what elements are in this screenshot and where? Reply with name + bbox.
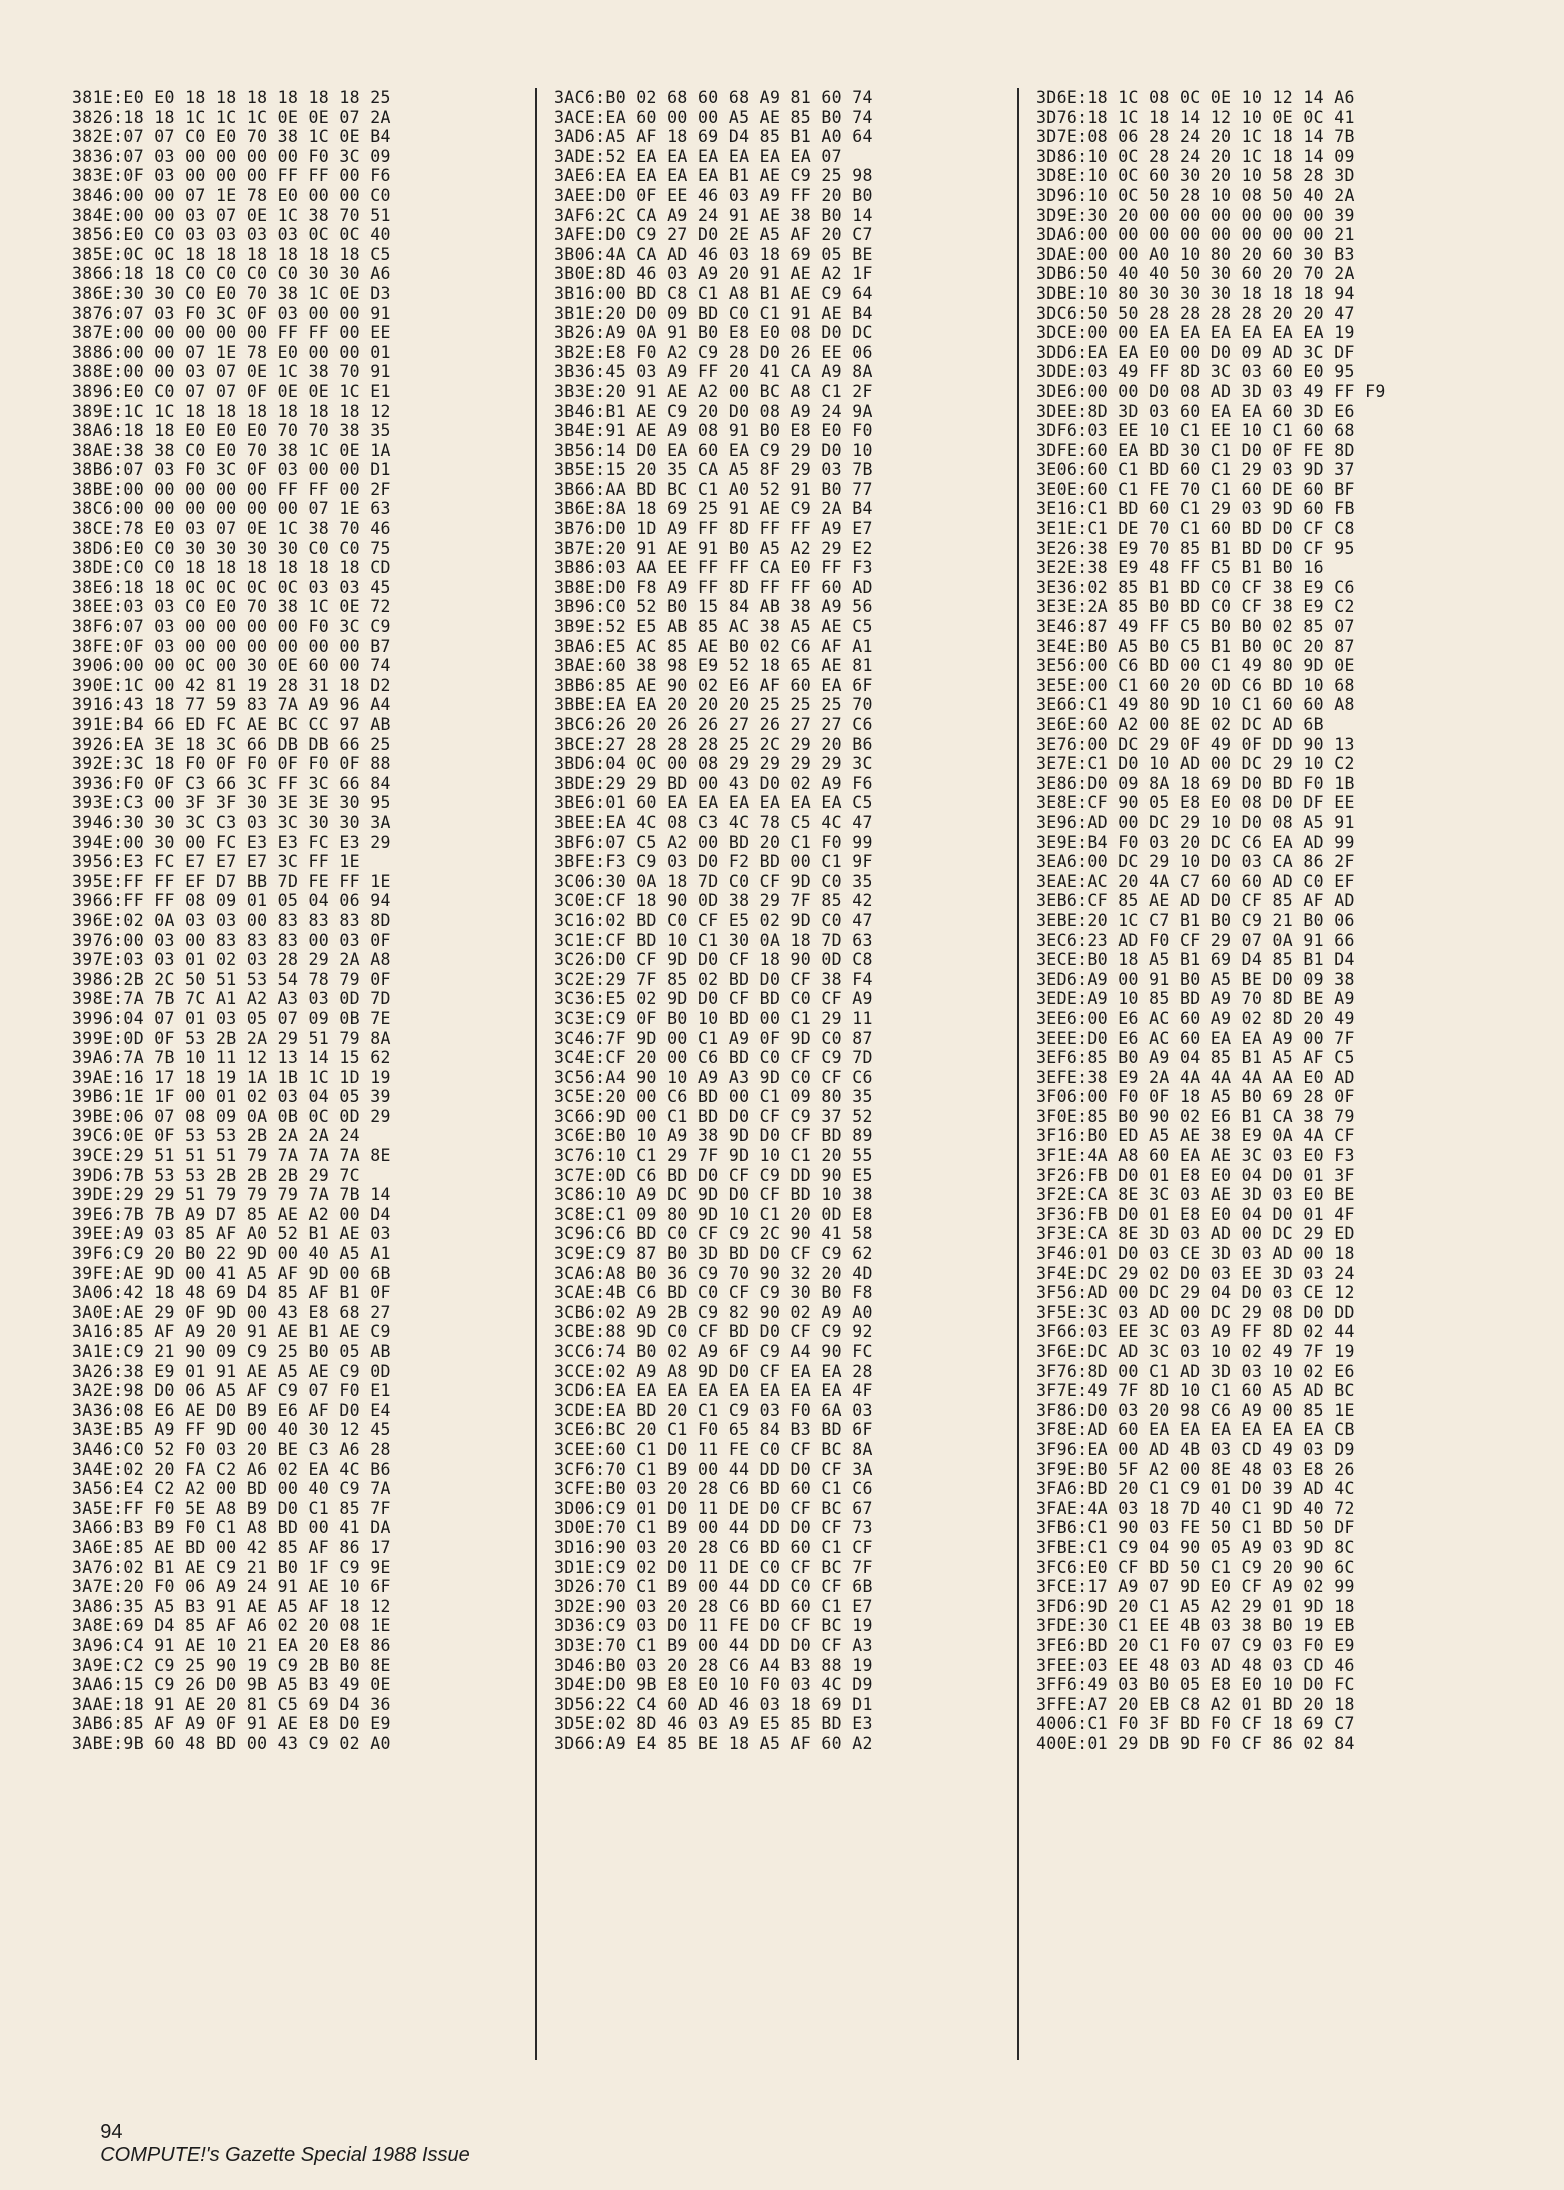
listing-line: 396E:02 0A 03 03 00 83 83 83 8D — [72, 910, 391, 930]
listing-line: 3CBE:88 9D C0 CF BD D0 CF C9 92 — [554, 1322, 873, 1342]
listing-line: 3BDE:29 29 BD 00 43 D0 02 A9 F6 — [554, 773, 873, 793]
listing-line: 3D96:10 0C 50 28 10 08 50 40 2A — [1036, 185, 1355, 205]
listing-line: 3E2E:38 E9 48 FF C5 B1 B0 16 — [1036, 558, 1324, 578]
listing-line: 3B76:D0 1D A9 FF 8D FF FF A9 E7 — [554, 519, 873, 539]
listing-line: 3DD6:EA EA E0 00 D0 09 AD 3C DF — [1036, 342, 1355, 362]
listing-column-3 — [1032, 88, 1486, 2060]
listing-line: 3826:18 18 1C 1C 1C 0E 0E 07 2A — [72, 107, 391, 127]
listing-line: 3AA6:15 C9 26 D0 9B A5 B3 49 0E — [72, 1675, 391, 1695]
listing-line: 3C9E:C9 87 B0 3D BD D0 CF C9 62 — [554, 1244, 873, 1264]
listing-line: 3C2E:29 7F 85 02 BD D0 CF 38 F4 — [554, 969, 873, 989]
listing-line: 3AB6:85 AF A9 0F 91 AE E8 D0 E9 — [72, 1714, 391, 1734]
listing-line: 3A76:02 B1 AE C9 21 B0 1F C9 9E — [72, 1557, 391, 1577]
listing-line: 3A46:C0 52 F0 03 20 BE C3 A6 28 — [72, 1439, 391, 1459]
listing-line: 3DE6:00 00 D0 08 AD 3D 03 49 FF F9 — [1036, 381, 1386, 401]
listing-line: 3F7E:49 7F 8D 10 C1 60 A5 AD BC — [1036, 1381, 1355, 1401]
listing-line: 3CF6:70 C1 B9 00 44 DD D0 CF 3A — [554, 1459, 873, 1479]
listing-line: 3FEE:03 EE 48 03 AD 48 03 CD 46 — [1036, 1655, 1355, 1675]
listing-line: 39FE:AE 9D 00 41 A5 AF 9D 00 6B — [72, 1263, 391, 1283]
listing-line: 3FF6:49 03 B0 05 E8 E0 10 D0 FC — [1036, 1675, 1355, 1695]
listing-line: 3BD6:04 0C 00 08 29 29 29 29 3C — [554, 754, 873, 774]
listing-line: 3FC6:E0 CF BD 50 C1 C9 20 90 6C — [1036, 1557, 1355, 1577]
listing-line: 3E26:38 E9 70 85 B1 BD D0 CF 95 — [1036, 538, 1355, 558]
listing-line: 381E:E0 E0 18 18 18 18 18 18 25 — [72, 88, 391, 107]
listing-line: 3FB6:C1 90 03 FE 50 C1 BD 50 DF — [1036, 1518, 1355, 1538]
listing-line: 3B7E:20 91 AE 91 B0 A5 A2 29 E2 — [554, 538, 873, 558]
listing-line: 3C06:30 0A 18 7D C0 CF 9D C0 35 — [554, 871, 873, 891]
listing-line: 3F86:D0 03 20 98 C6 A9 00 85 1E — [1036, 1400, 1355, 1420]
listing-line: 38D6:E0 C0 30 30 30 30 C0 C0 75 — [72, 538, 391, 558]
listing-line: 3DFE:60 EA BD 30 C1 D0 0F FE 8D — [1036, 440, 1355, 460]
listing-line: 397E:03 03 01 02 03 28 29 2A A8 — [72, 950, 391, 970]
listing-line: 3D56:22 C4 60 AD 46 03 18 69 D1 — [554, 1694, 873, 1714]
listing-line: 3E96:AD 00 DC 29 10 D0 08 A5 91 — [1036, 812, 1355, 832]
listing-column-1 — [68, 88, 522, 2060]
listing-line: 3946:30 30 3C C3 03 3C 30 30 3A — [72, 812, 391, 832]
listing-line: 3AD6:A5 AF 18 69 D4 85 B1 A0 64 — [554, 127, 873, 147]
listing-line: 3A0E:AE 29 0F 9D 00 43 E8 68 27 — [72, 1302, 391, 1322]
listing-line: 3D36:C9 03 D0 11 FE D0 CF BC 19 — [554, 1616, 873, 1636]
listing-line: 3D0E:70 C1 B9 00 44 DD D0 CF 73 — [554, 1518, 873, 1538]
column-divider — [535, 88, 537, 2060]
listing-line: 3E8E:CF 90 05 E8 E0 08 D0 DF EE — [1036, 793, 1355, 813]
listing-line: 3FDE:30 C1 EE 4B 03 38 B0 19 EB — [1036, 1616, 1355, 1636]
listing-line: 387E:00 00 00 00 00 FF FF 00 EE — [72, 323, 391, 343]
listing-line: 38EE:03 03 C0 E0 70 38 1C 0E 72 — [72, 597, 391, 617]
listing-line: 3836:07 03 00 00 00 00 F0 3C 09 — [72, 146, 391, 166]
listing-line: 3E5E:00 C1 60 20 0D C6 BD 10 68 — [1036, 675, 1355, 695]
listing-line: 3E66:C1 49 80 9D 10 C1 60 60 A8 — [1036, 695, 1355, 715]
listing-line: 3DEE:8D 3D 03 60 EA EA 60 3D E6 — [1036, 401, 1355, 421]
listing-line: 3F8E:AD 60 EA EA EA EA EA EA CB — [1036, 1420, 1355, 1440]
listing-line: 3EB6:CF 85 AE AD D0 CF 85 AF AD — [1036, 891, 1355, 911]
listing-line: 3D76:18 1C 18 14 12 10 0E 0C 41 — [1036, 107, 1355, 127]
listing-line: 3ABE:9B 60 48 BD 00 43 C9 02 A0 — [72, 1733, 391, 1753]
listing-line: 3FD6:9D 20 C1 A5 A2 29 01 9D 18 — [1036, 1596, 1355, 1616]
listing-line: 3CB6:02 A9 2B C9 82 90 02 A9 A0 — [554, 1302, 873, 1322]
listing-line: 3E36:02 85 B1 BD C0 CF 38 E9 C6 — [1036, 577, 1355, 597]
listing-line: 39A6:7A 7B 10 11 12 13 14 15 62 — [72, 1048, 391, 1068]
listing-line: 3B06:4A CA AD 46 03 18 69 05 BE — [554, 244, 873, 264]
listing-line: 3BBE:EA EA 20 20 20 25 25 25 70 — [554, 695, 873, 715]
listing-line: 3ECE:B0 18 A5 B1 69 D4 85 B1 D4 — [1036, 950, 1355, 970]
listing-line: 3D26:70 C1 B9 00 44 DD C0 CF 6B — [554, 1577, 873, 1597]
page-number: 94 — [100, 2121, 123, 2143]
listing-line: 3E06:60 C1 BD 60 C1 29 03 9D 37 — [1036, 460, 1355, 480]
listing-line: 39E6:7B 7B A9 D7 85 AE A2 00 D4 — [72, 1204, 391, 1224]
listing-line: 3D4E:D0 9B E8 E0 10 F0 03 4C D9 — [554, 1675, 873, 1695]
listing-line: 3A86:35 A5 B3 91 AE A5 AF 18 12 — [72, 1596, 391, 1616]
listing-line: 3EDE:A9 10 85 BD A9 70 8D BE A9 — [1036, 989, 1355, 1009]
listing-line: 3E76:00 DC 29 0F 49 0F DD 90 13 — [1036, 734, 1355, 754]
listing-line: 390E:1C 00 42 81 19 28 31 18 D2 — [72, 675, 391, 695]
listing-line: 3AF6:2C CA A9 24 91 AE 38 B0 14 — [554, 205, 873, 225]
listing-line: 3A26:38 E9 01 91 AE A5 AE C9 0D — [72, 1361, 391, 1381]
listing-line: 3C96:C6 BD C0 CF C9 2C 90 41 58 — [554, 1224, 873, 1244]
listing-line: 39D6:7B 53 53 2B 2B 2B 29 7C — [72, 1165, 360, 1185]
listing-line: 3DCE:00 00 EA EA EA EA EA EA 19 — [1036, 323, 1355, 343]
listing-line: 3EE6:00 E6 AC 60 A9 02 8D 20 49 — [1036, 1008, 1355, 1028]
listing-line: 3966:FF FF 08 09 01 05 04 06 94 — [72, 891, 391, 911]
listing-line: 3F16:B0 ED A5 AE 38 E9 0A 4A CF — [1036, 1126, 1355, 1146]
listing-line: 3F06:00 F0 0F 18 A5 B0 69 28 0F — [1036, 1087, 1355, 1107]
listing-line: 3CE6:BC 20 C1 F0 65 84 B3 BD 6F — [554, 1420, 873, 1440]
listing-line: 3F76:8D 00 C1 AD 3D 03 10 02 E6 — [1036, 1361, 1355, 1381]
listing-line: 3AEE:D0 0F EE 46 03 A9 FF 20 B0 — [554, 185, 873, 205]
listing-column-2 — [550, 88, 1004, 2060]
listing-line: 3BFE:F3 C9 03 D0 F2 BD 00 C1 9F — [554, 852, 873, 872]
listing-line: 3C1E:CF BD 10 C1 30 0A 18 7D 63 — [554, 930, 873, 950]
listing-line: 3F3E:CA 8E 3D 03 AD 00 DC 29 ED — [1036, 1224, 1355, 1244]
listing-line: 3926:EA 3E 18 3C 66 DB DB 66 25 — [72, 734, 391, 754]
listing-line: 3F9E:B0 5F A2 00 8E 48 03 E8 26 — [1036, 1459, 1355, 1479]
listing-line: 389E:1C 1C 18 18 18 18 18 18 12 — [72, 401, 391, 421]
listing-line: 3ACE:EA 60 00 00 A5 AE 85 B0 74 — [554, 107, 873, 127]
magazine-title: COMPUTE!'s Gazette Special 1988 Issue — [100, 2144, 470, 2166]
listing-line: 398E:7A 7B 7C A1 A2 A3 03 0D 7D — [72, 989, 391, 1009]
listing-line: 3FFE:A7 20 EB C8 A2 01 BD 20 18 — [1036, 1694, 1355, 1714]
listing-line: 3C8E:C1 09 80 9D 10 C1 20 0D E8 — [554, 1204, 873, 1224]
listing-line: 3C3E:C9 0F B0 10 BD 00 C1 29 11 — [554, 1008, 873, 1028]
listing-line: 3976:00 03 00 83 83 83 00 03 0F — [72, 930, 391, 950]
listing-line: 399E:0D 0F 53 2B 2A 29 51 79 8A — [72, 1028, 391, 1048]
listing-line: 3A9E:C2 C9 25 90 19 C9 2B B0 8E — [72, 1655, 391, 1675]
listing-line: 38E6:18 18 0C 0C 0C 0C 03 03 45 — [72, 577, 391, 597]
listing-line: 391E:B4 66 ED FC AE BC CC 97 AB — [72, 715, 391, 734]
listing-line: 3EC6:23 AD F0 CF 29 07 0A 91 66 — [1036, 930, 1355, 950]
page-footer — [78, 2098, 470, 2190]
listing-line: 3B66:AA BD BC C1 A0 52 91 B0 77 — [554, 479, 873, 499]
listing-line: 3FA6:BD 20 C1 C9 01 D0 39 AD 4C — [1036, 1479, 1355, 1499]
listing-line: 38BE:00 00 00 00 00 FF FF 00 2F — [72, 479, 391, 499]
listing-line: 3D8E:10 0C 60 30 20 10 58 28 3D — [1036, 166, 1355, 186]
listing-line: 3EEE:D0 E6 AC 60 EA EA A9 00 7F — [1036, 1028, 1355, 1048]
listing-line: 3F2E:CA 8E 3C 03 AE 3D 03 E0 BE — [1036, 1185, 1355, 1205]
listing-line: 3BE6:01 60 EA EA EA EA EA EA C5 — [554, 793, 873, 813]
listing-line: 38FE:0F 03 00 00 00 00 00 00 B7 — [72, 636, 391, 656]
listing-line: 3BEE:EA 4C 08 C3 4C 78 C5 4C 47 — [554, 812, 873, 832]
listing-line: 3E9E:B4 F0 03 20 DC C6 EA AD 99 — [1036, 832, 1355, 852]
listing-line: 38DE:C0 C0 18 18 18 18 18 18 CD — [72, 558, 391, 578]
listing-line: 3FCE:17 A9 07 9D E0 CF A9 02 99 — [1036, 1577, 1355, 1597]
listing-line: 3F96:EA 00 AD 4B 03 CD 49 03 D9 — [1036, 1439, 1355, 1459]
listing-line: 3B26:A9 0A 91 B0 E8 E0 08 D0 DC — [554, 323, 873, 343]
listing-line: 3C66:9D 00 C1 BD D0 CF C9 37 52 — [554, 1106, 873, 1126]
listing-line: 3866:18 18 C0 C0 C0 C0 30 30 A6 — [72, 264, 391, 284]
listing-line: 3886:00 00 07 1E 78 E0 00 00 01 — [72, 342, 391, 362]
listing-line: 3E4E:B0 A5 B0 C5 B1 B0 0C 20 87 — [1036, 636, 1355, 656]
listing-line: 3D9E:30 20 00 00 00 00 00 00 39 — [1036, 205, 1355, 225]
listing-line: 3A3E:B5 A9 FF 9D 00 40 30 12 45 — [72, 1420, 391, 1440]
listing-line: 3E46:87 49 FF C5 B0 B0 02 85 07 — [1036, 617, 1355, 637]
listing-line: 3B56:14 D0 EA 60 EA C9 29 D0 10 — [554, 440, 873, 460]
listing-line: 3BC6:26 20 26 26 27 26 27 27 C6 — [554, 715, 873, 734]
listing-line: 39CE:29 51 51 51 79 7A 7A 7A 8E — [72, 1146, 391, 1166]
listing-line: 395E:FF FF EF D7 BB 7D FE FF 1E — [72, 871, 391, 891]
listing-line: 3AE6:EA EA EA EA B1 AE C9 25 98 — [554, 166, 873, 186]
listing-line: 3F36:FB D0 01 E8 E0 04 D0 01 4F — [1036, 1204, 1355, 1224]
listing-line: 3EF6:85 B0 A9 04 85 B1 A5 AF C5 — [1036, 1048, 1355, 1068]
listing-line: 3B4E:91 AE A9 08 91 B0 E8 E0 F0 — [554, 421, 873, 441]
listing-line: 3F5E:3C 03 AD 00 DC 29 08 D0 DD — [1036, 1302, 1355, 1322]
listing-line: 39C6:0E 0F 53 53 2B 2A 2A 24 — [72, 1126, 360, 1146]
listing-line: 3B6E:8A 18 69 25 91 AE C9 2A B4 — [554, 499, 873, 519]
listing-line: 3D2E:90 03 20 28 C6 BD 60 C1 E7 — [554, 1596, 873, 1616]
listing-line: 3DA6:00 00 00 00 00 00 00 00 21 — [1036, 225, 1355, 245]
listing-line: 3A66:B3 B9 F0 C1 A8 BD 00 41 DA — [72, 1518, 391, 1538]
listing-line: 3A6E:85 AE BD 00 42 85 AF 86 17 — [72, 1537, 391, 1557]
listing-line: 3C4E:CF 20 00 C6 BD C0 CF C9 7D — [554, 1048, 873, 1068]
listing-line: 3CCE:02 A9 A8 9D D0 CF EA EA 28 — [554, 1361, 873, 1381]
listing-line: 3C26:D0 CF 9D D0 CF 18 90 0D C8 — [554, 950, 873, 970]
listing-line: 3856:E0 C0 03 03 03 03 0C 0C 40 — [72, 225, 391, 245]
listing-line: 3FE6:BD 20 C1 F0 07 C9 03 F0 E9 — [1036, 1635, 1355, 1655]
listing-line: 3C86:10 A9 DC 9D D0 CF BD 10 38 — [554, 1185, 873, 1205]
listing-line: 3D7E:08 06 28 24 20 1C 18 14 7B — [1036, 127, 1355, 147]
listing-line: 3D06:C9 01 D0 11 DE D0 CF BC 67 — [554, 1498, 873, 1518]
listing-line: 3CEE:60 C1 D0 11 FE C0 CF BC 8A — [554, 1439, 873, 1459]
listing-line: 3DF6:03 EE 10 C1 EE 10 C1 60 68 — [1036, 421, 1355, 441]
listing-line: 38C6:00 00 00 00 00 00 07 1E 63 — [72, 499, 391, 519]
listing-line: 3B46:B1 AE C9 20 D0 08 A9 24 9A — [554, 401, 873, 421]
listing-line: 3EAE:AC 20 4A C7 60 60 AD C0 EF — [1036, 871, 1355, 891]
listing-line: 3D46:B0 03 20 28 C6 A4 B3 88 19 — [554, 1655, 873, 1675]
listing-line: 3A5E:FF F0 5E A8 B9 D0 C1 85 7F — [72, 1498, 391, 1518]
listing-line: 3916:43 18 77 59 83 7A A9 96 A4 — [72, 695, 391, 715]
listing-line: 38F6:07 03 00 00 00 00 F0 3C C9 — [72, 617, 391, 637]
listing-line: 3CAE:4B C6 BD C0 CF C9 30 B0 F8 — [554, 1283, 873, 1303]
listing-line: 3A1E:C9 21 90 09 C9 25 B0 05 AB — [72, 1342, 391, 1361]
listing-line: 39BE:06 07 08 09 0A 0B 0C 0D 29 — [72, 1106, 391, 1126]
listing-line: 3DBE:10 80 30 30 30 18 18 18 94 — [1036, 283, 1355, 303]
listing-line: 3F46:01 D0 03 CE 3D 03 AD 00 18 — [1036, 1244, 1355, 1264]
listing-line: 400E:01 29 DB 9D F0 CF 86 02 84 — [1036, 1733, 1355, 1753]
listing-line: 3CA6:A8 B0 36 C9 70 90 32 20 4D — [554, 1263, 873, 1283]
machine-code-listing — [68, 88, 1531, 2060]
listing-line: 3A2E:98 D0 06 A5 AF C9 07 F0 E1 — [72, 1381, 391, 1401]
listing-line: 3C76:10 C1 29 7F 9D 10 C1 20 55 — [554, 1146, 873, 1166]
listing-line: 393E:C3 00 3F 3F 30 3E 3E 30 95 — [72, 793, 391, 813]
column-divider — [1017, 88, 1019, 2060]
listing-line: 3ED6:A9 00 91 B0 A5 BE D0 09 38 — [1036, 969, 1355, 989]
listing-line: 3C16:02 BD C0 CF E5 02 9D C0 47 — [554, 910, 873, 930]
listing-line: 3EFE:38 E9 2A 4A 4A 4A AA E0 AD — [1036, 1067, 1355, 1087]
listing-line: 385E:0C 0C 18 18 18 18 18 18 C5 — [72, 244, 391, 264]
listing-line: 3DDE:03 49 FF 8D 3C 03 60 E0 95 — [1036, 362, 1355, 382]
listing-line: 3CD6:EA EA EA EA EA EA EA EA 4F — [554, 1381, 873, 1401]
listing-line: 3B9E:52 E5 AB 85 AC 38 A5 AE C5 — [554, 617, 873, 637]
listing-line: 392E:3C 18 F0 0F F0 0F F0 0F 88 — [72, 754, 391, 774]
listing-line: 3A8E:69 D4 85 AF A6 02 20 08 1E — [72, 1616, 391, 1636]
listing-line: 3B2E:E8 F0 A2 C9 28 D0 26 EE 06 — [554, 342, 873, 362]
listing-line: 3D1E:C9 02 D0 11 DE C0 CF BC 7F — [554, 1557, 873, 1577]
listing-line: 3E16:C1 BD 60 C1 29 03 9D 60 FB — [1036, 499, 1355, 519]
listing-line: 3986:2B 2C 50 51 53 54 78 79 0F — [72, 969, 391, 989]
listing-line: 3E1E:C1 DE 70 C1 60 BD D0 CF C8 — [1036, 519, 1355, 539]
listing-line: 3F26:FB D0 01 E8 E0 04 D0 01 3F — [1036, 1165, 1355, 1185]
listing-line: 3FAE:4A 03 18 7D 40 C1 9D 40 72 — [1036, 1498, 1355, 1518]
listing-line: 39B6:1E 1F 00 01 02 03 04 05 39 — [72, 1087, 391, 1107]
listing-line: 3EA6:00 DC 29 10 D0 03 CA 86 2F — [1036, 852, 1355, 872]
listing-line: 384E:00 00 03 07 0E 1C 38 70 51 — [72, 205, 391, 225]
listing-line: 4006:C1 F0 3F BD F0 CF 18 69 C7 — [1036, 1714, 1355, 1734]
listing-line: 382E:07 07 C0 E0 70 38 1C 0E B4 — [72, 127, 391, 147]
listing-line: 3BAE:60 38 98 E9 52 18 65 AE 81 — [554, 656, 873, 676]
listing-line: 3C6E:B0 10 A9 38 9D D0 CF BD 89 — [554, 1126, 873, 1146]
listing-line: 3B3E:20 91 AE A2 00 BC A8 C1 2F — [554, 381, 873, 401]
listing-line: 3E0E:60 C1 FE 70 C1 60 DE 60 BF — [1036, 479, 1355, 499]
listing-line: 3C0E:CF 18 90 0D 38 29 7F 85 42 — [554, 891, 873, 911]
listing-line: 3AFE:D0 C9 27 D0 2E A5 AF 20 C7 — [554, 225, 873, 245]
listing-line: 3C56:A4 90 10 A9 A3 9D C0 CF C6 — [554, 1067, 873, 1087]
listing-line: 3936:F0 0F C3 66 3C FF 3C 66 84 — [72, 773, 391, 793]
listing-line: 388E:00 00 03 07 0E 1C 38 70 91 — [72, 362, 391, 382]
listing-line: 3E7E:C1 D0 10 AD 00 DC 29 10 C2 — [1036, 754, 1355, 774]
listing-line: 3DB6:50 40 40 50 30 60 20 70 2A — [1036, 264, 1355, 284]
listing-line: 3E3E:2A 85 B0 BD C0 CF 38 E9 C2 — [1036, 597, 1355, 617]
listing-line: 3DAE:00 00 A0 10 80 20 60 30 B3 — [1036, 244, 1355, 264]
listing-line: 3B0E:8D 46 03 A9 20 91 AE A2 1F — [554, 264, 873, 284]
listing-line: 3B96:C0 52 B0 15 84 AB 38 A9 56 — [554, 597, 873, 617]
listing-line: 3CDE:EA BD 20 C1 C9 03 F0 6A 03 — [554, 1400, 873, 1420]
listing-line: 38A6:18 18 E0 E0 E0 70 70 38 35 — [72, 421, 391, 441]
listing-line: 3D66:A9 E4 85 BE 18 A5 AF 60 A2 — [554, 1733, 873, 1753]
listing-line: 3A7E:20 F0 06 A9 24 91 AE 10 6F — [72, 1577, 391, 1597]
listing-line: 3E6E:60 A2 00 8E 02 DC AD 6B — [1036, 715, 1324, 734]
listing-line: 394E:00 30 00 FC E3 E3 FC E3 29 — [72, 832, 391, 852]
listing-line: 38AE:38 38 C0 E0 70 38 1C 0E 1A — [72, 440, 391, 460]
listing-line: 3BCE:27 28 28 28 25 2C 29 20 B6 — [554, 734, 873, 754]
listing-line: 3F1E:4A A8 60 EA AE 3C 03 E0 F3 — [1036, 1146, 1355, 1166]
listing-line: 3C5E:20 00 C6 BD 00 C1 09 80 35 — [554, 1087, 873, 1107]
listing-line: 3D3E:70 C1 B9 00 44 DD D0 CF A3 — [554, 1635, 873, 1655]
listing-line: 38B6:07 03 F0 3C 0F 03 00 00 D1 — [72, 460, 391, 480]
listing-line: 3996:04 07 01 03 05 07 09 0B 7E — [72, 1008, 391, 1028]
listing-line: 3F6E:DC AD 3C 03 10 02 49 7F 19 — [1036, 1342, 1355, 1361]
listing-line: 3D6E:18 1C 08 0C 0E 10 12 14 A6 — [1036, 88, 1355, 107]
listing-line: 3CC6:74 B0 02 A9 6F C9 A4 90 FC — [554, 1342, 873, 1361]
listing-line: 3B16:00 BD C8 C1 A8 B1 AE C9 64 — [554, 283, 873, 303]
listing-line: 3AC6:B0 02 68 60 68 A9 81 60 74 — [554, 88, 873, 107]
listing-line: 3BA6:E5 AC 85 AE B0 02 C6 AF A1 — [554, 636, 873, 656]
listing-line: 3B5E:15 20 35 CA A5 8F 29 03 7B — [554, 460, 873, 480]
listing-line: 3A16:85 AF A9 20 91 AE B1 AE C9 — [72, 1322, 391, 1342]
listing-line: 3ADE:52 EA EA EA EA EA EA 07 — [554, 146, 842, 166]
listing-line: 3D86:10 0C 28 24 20 1C 18 14 09 — [1036, 146, 1355, 166]
listing-line: 3FBE:C1 C9 04 90 05 A9 03 9D 8C — [1036, 1537, 1355, 1557]
listing-line: 3AAE:18 91 AE 20 81 C5 69 D4 36 — [72, 1694, 391, 1714]
listing-line: 39DE:29 29 51 79 79 79 7A 7B 14 — [72, 1185, 391, 1205]
listing-line: 3876:07 03 F0 3C 0F 03 00 00 91 — [72, 303, 391, 323]
listing-line: 3C36:E5 02 9D D0 CF BD C0 CF A9 — [554, 989, 873, 1009]
listing-line: 3E56:00 C6 BD 00 C1 49 80 9D 0E — [1036, 656, 1355, 676]
listing-line: 3D5E:02 8D 46 03 A9 E5 85 BD E3 — [554, 1714, 873, 1734]
listing-line: 3F66:03 EE 3C 03 A9 FF 8D 02 44 — [1036, 1322, 1355, 1342]
listing-line: 3B36:45 03 A9 FF 20 41 CA A9 8A — [554, 362, 873, 382]
listing-line: 3EBE:20 1C C7 B1 B0 C9 21 B0 06 — [1036, 910, 1355, 930]
listing-line: 3846:00 00 07 1E 78 E0 00 00 C0 — [72, 185, 391, 205]
listing-line: 3A4E:02 20 FA C2 A6 02 EA 4C B6 — [72, 1459, 391, 1479]
listing-line: 39AE:16 17 18 19 1A 1B 1C 1D 19 — [72, 1067, 391, 1087]
listing-line: 386E:30 30 C0 E0 70 38 1C 0E D3 — [72, 283, 391, 303]
listing-line: 3A56:E4 C2 A2 00 BD 00 40 C9 7A — [72, 1479, 391, 1499]
listing-line: 3B1E:20 D0 09 BD C0 C1 91 AE B4 — [554, 303, 873, 323]
listing-line: 3896:E0 C0 07 07 0F 0E 0E 1C E1 — [72, 381, 391, 401]
listing-line: 3F4E:DC 29 02 D0 03 EE 3D 03 24 — [1036, 1263, 1355, 1283]
listing-line: 3BF6:07 C5 A2 00 BD 20 C1 F0 99 — [554, 832, 873, 852]
listing-line: 3CFE:B0 03 20 28 C6 BD 60 C1 C6 — [554, 1479, 873, 1499]
listing-line: 3A36:08 E6 AE D0 B9 E6 AF D0 E4 — [72, 1400, 391, 1420]
listing-line: 3A96:C4 91 AE 10 21 EA 20 E8 86 — [72, 1635, 391, 1655]
listing-line: 3D16:90 03 20 28 C6 BD 60 C1 CF — [554, 1537, 873, 1557]
listing-line: 38CE:78 E0 03 07 0E 1C 38 70 46 — [72, 519, 391, 539]
listing-line: 3B86:03 AA EE FF FF CA E0 FF F3 — [554, 558, 873, 578]
listing-line: 3906:00 00 0C 00 30 0E 60 00 74 — [72, 656, 391, 676]
listing-line: 3F56:AD 00 DC 29 04 D0 03 CE 12 — [1036, 1283, 1355, 1303]
listing-line: 3F0E:85 B0 90 02 E6 B1 CA 38 79 — [1036, 1106, 1355, 1126]
listing-line: 39F6:C9 20 B0 22 9D 00 40 A5 A1 — [72, 1244, 391, 1264]
listing-line: 3E86:D0 09 8A 18 69 D0 BD F0 1B — [1036, 773, 1355, 793]
listing-line: 3956:E3 FC E7 E7 E7 3C FF 1E — [72, 852, 360, 872]
listing-line: 3BB6:85 AE 90 02 E6 AF 60 EA 6F — [554, 675, 873, 695]
listing-line: 3B8E:D0 F8 A9 FF 8D FF FF 60 AD — [554, 577, 873, 597]
listing-line: 3A06:42 18 48 69 D4 85 AF B1 0F — [72, 1283, 391, 1303]
listing-line: 383E:0F 03 00 00 00 FF FF 00 F6 — [72, 166, 391, 186]
listing-line: 3DC6:50 50 28 28 28 28 20 20 47 — [1036, 303, 1355, 323]
listing-line: 39EE:A9 03 85 AF A0 52 B1 AE 03 — [72, 1224, 391, 1244]
listing-line: 3C7E:0D C6 BD D0 CF C9 DD 90 E5 — [554, 1165, 873, 1185]
listing-line: 3C46:7F 9D 00 C1 A9 0F 9D C0 87 — [554, 1028, 873, 1048]
